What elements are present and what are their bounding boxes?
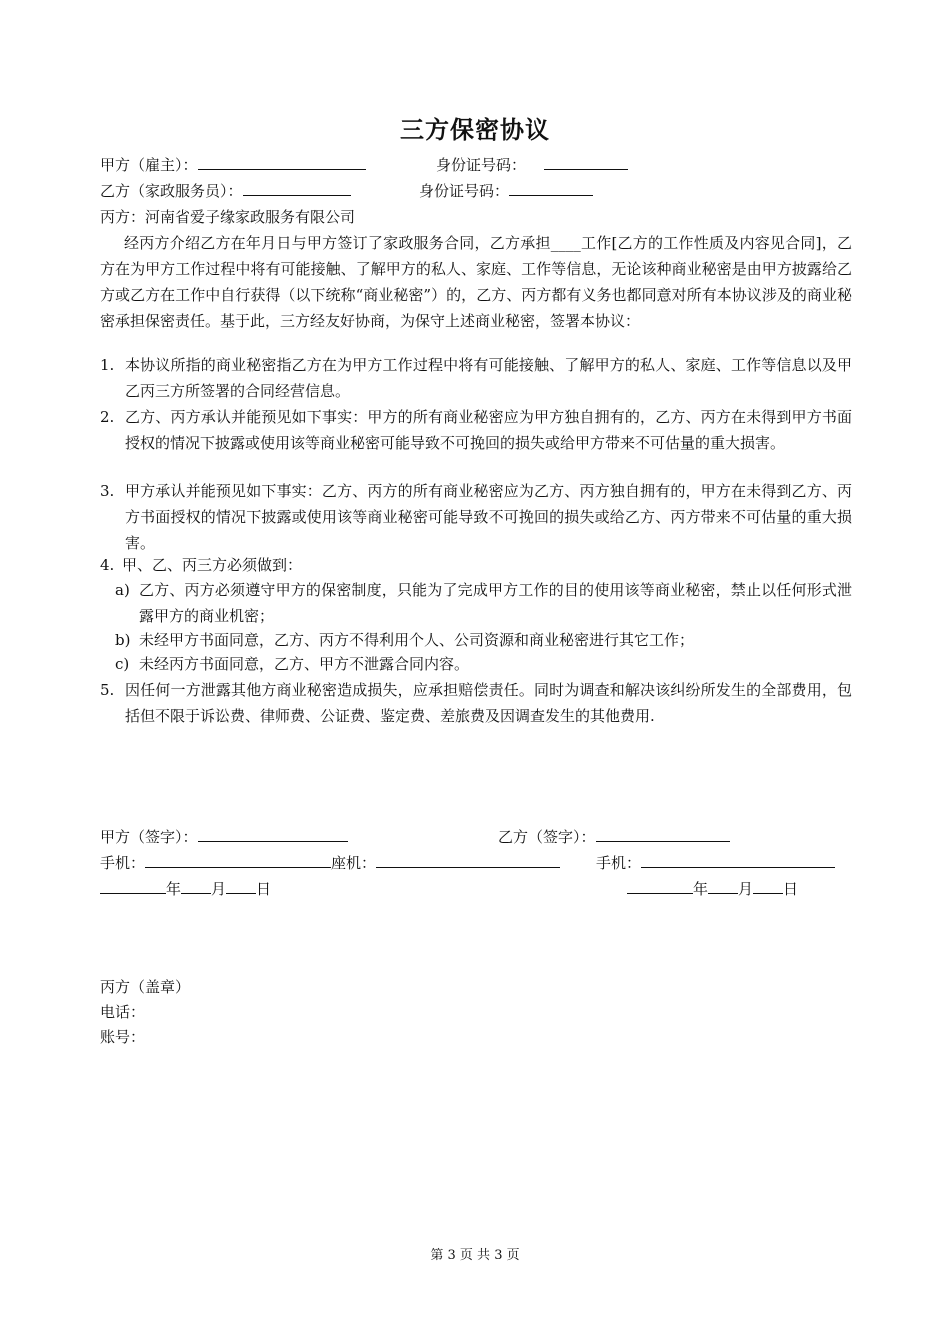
party-b-id-row [419, 178, 593, 204]
clause-text: 甲、乙、丙三方必须做到： [122, 556, 303, 574]
party-b-mobile-blank[interactable] [641, 851, 835, 868]
month-blank[interactable] [708, 877, 738, 894]
day-label: 日 [256, 880, 272, 898]
party-a-id-blank[interactable] [544, 153, 628, 170]
clause-number: 3. [100, 482, 115, 500]
clause-number: 4. [100, 556, 115, 574]
day-blank[interactable] [226, 877, 256, 894]
subclause-text: 乙方、丙方必须遵守甲方的保密制度，只能为了完成甲方工作的目的使用该等商业秘密，禁止以任何形式泄露甲方的商业机密； [139, 581, 852, 625]
clause-text: 乙方、丙方承认并能预见如下事实：甲方的所有商业秘密应为甲方独自拥有的，乙方、丙方在未得到甲方书面授权的情况下披露或使用该等商业秘密可能导致不可挽回的损失或给甲方带来不可估量的重大损害。 [125, 408, 852, 452]
party-a-id-row [436, 152, 628, 178]
subclause-text: 未经甲方书面同意，乙方、丙方不得利用个人、公司资源和商业秘密进行其它工作； [139, 631, 695, 649]
clause-1 [100, 352, 852, 404]
clause-number: 1. [100, 356, 115, 374]
page-footer: 第 3 页 共 3 页 [430, 1248, 520, 1263]
mobile-label-b: 手机： [596, 854, 642, 872]
clause-3 [100, 478, 852, 556]
intro-paragraph: 经丙方介绍乙方在年月日与甲方签订了家政服务合同，乙方承担____工作[乙方的工作性质及内容见合同]，乙方在为甲方工作过程中将有可能接触、了解甲方的私人、家庭、工作等信息，无论该种商业秘密是由甲方披露给乙方或乙方在工作中自行获得（以下统称“商业秘密”）的，乙方、丙方都有义务也都同意对所有本协议涉及的商业秘密承担保密责任。基于此，三方经友好协商，为保守上述商业秘密，签署本协议： [100, 234, 852, 330]
month-label: 月 [738, 880, 754, 898]
party-a-signature-row [100, 824, 348, 850]
clause-2 [100, 404, 852, 456]
year-label: 年 [693, 880, 709, 898]
party-b-mobile-row [596, 850, 835, 876]
clause-5 [100, 677, 852, 729]
party-a-sign-label: 甲方（签字）： [100, 828, 198, 846]
party-b-date-row [627, 876, 798, 902]
party-c-line: 丙方：河南省爱子缘家政服务有限公司 [100, 208, 356, 226]
party-b-sign-blank[interactable] [596, 825, 730, 842]
contact-row [100, 850, 560, 876]
party-b-row [100, 178, 351, 204]
clause-number: 5. [100, 681, 115, 699]
subclause-b [115, 627, 852, 653]
party-b-label: 乙方（家政服务员）： [100, 182, 243, 200]
party-c-phone-label: 电话： [100, 1003, 146, 1021]
clause-text: 甲方承认并能预见如下事实：乙方、丙方的所有商业秘密应为乙方、丙方独自拥有的，甲方在未得到乙方、丙方书面授权的情况下披露或使用该等商业秘密可能导致不可挽回的损失或给乙方、丙方带来不可估量的重大损害。 [125, 482, 852, 552]
clause-4 [100, 552, 852, 578]
party-a-name-blank[interactable] [198, 153, 366, 170]
party-b-id-blank[interactable] [509, 179, 593, 196]
year-blank[interactable] [627, 877, 693, 894]
party-a-sign-blank[interactable] [198, 825, 348, 842]
party-b-signature-row [498, 824, 730, 850]
party-a-label: 甲方（雇主）： [100, 156, 198, 174]
clause-text: 因任何一方泄露其他方商业秘密造成损失，应承担赔偿责任。同时为调查和解决该纠纷所发生的全部费用，包括但不限于诉讼费、律师费、公证费、鉴定费、差旅费及因调查发生的其他费用. [125, 681, 852, 725]
party-b-id-label: 身份证号码： [419, 182, 510, 200]
party-c-account-label: 账号： [100, 1028, 146, 1046]
party-a-row [100, 152, 366, 178]
subclause-number: c) [115, 655, 130, 673]
document-title: 三方保密协议 [400, 115, 550, 144]
party-b-name-blank[interactable] [243, 179, 351, 196]
clause-number: 2. [100, 408, 115, 426]
subclause-number: a) [115, 581, 130, 599]
month-blank[interactable] [181, 877, 211, 894]
party-b-sign-label: 乙方（签字）： [498, 828, 596, 846]
party-c-seal-label: 丙方（盖章） [100, 978, 191, 996]
subclause-a [115, 577, 852, 629]
year-blank[interactable] [100, 877, 166, 894]
mobile-label: 手机： [100, 854, 146, 872]
clause-text: 本协议所指的商业秘密指乙方在为甲方工作过程中将有可能接触、了解甲方的私人、家庭、工作等信息以及甲乙丙三方所签署的合同经营信息。 [125, 356, 852, 400]
subclause-number: b) [115, 631, 131, 649]
party-a-id-label: 身份证号码： [436, 156, 527, 174]
day-label: 日 [783, 880, 799, 898]
subclause-c [115, 651, 852, 677]
subclause-text: 未经丙方书面同意，乙方、甲方不泄露合同内容。 [139, 655, 470, 673]
landline-blank[interactable] [376, 851, 560, 868]
year-label: 年 [166, 880, 182, 898]
month-label: 月 [211, 880, 227, 898]
landline-label: 座机： [331, 854, 377, 872]
party-a-date-row [100, 876, 271, 902]
day-blank[interactable] [753, 877, 783, 894]
mobile-blank[interactable] [145, 851, 331, 868]
